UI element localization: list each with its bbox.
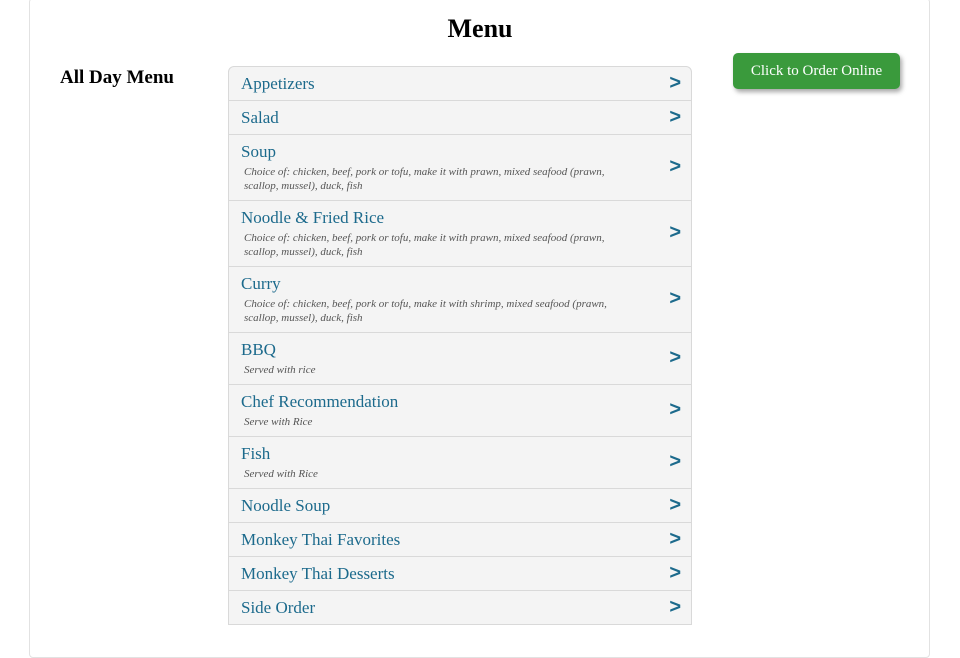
chevron-right-icon: >	[669, 528, 681, 550]
category-noodle-soup[interactable]	[228, 488, 692, 523]
category-monkey-thai-desserts[interactable]	[228, 556, 692, 591]
category-name: Monkey Thai Desserts	[241, 564, 395, 583]
chevron-right-icon: >	[669, 346, 681, 369]
category-description: Served with Rice	[244, 468, 318, 480]
category-fish[interactable]	[228, 436, 692, 489]
category-name: Chef Recommendation	[241, 392, 399, 411]
category-name: Appetizers	[241, 74, 315, 93]
chevron-right-icon: >	[669, 155, 681, 178]
category-description: Served with rice	[244, 364, 316, 376]
category-name: BBQ	[241, 340, 276, 359]
category-appetizers[interactable]	[228, 66, 692, 101]
chevron-right-icon: >	[669, 450, 681, 473]
category-salad[interactable]	[228, 100, 692, 135]
category-bbq[interactable]	[228, 332, 692, 385]
chevron-right-icon: >	[669, 221, 681, 244]
category-description: Choice of: chicken, beef, pork or tofu, make it with prawn, mixed seafood (prawn, scallop, mussel), duck, fish	[244, 232, 605, 258]
category-description: Choice of: chicken, beef, pork or tofu, make it with shrimp, mixed seafood (prawn, scallop, mussel), duck, fish	[244, 298, 607, 324]
chevron-right-icon: >	[669, 287, 681, 310]
category-name: Monkey Thai Favorites	[241, 530, 401, 549]
category-name: Soup	[241, 142, 276, 161]
order-online-button[interactable]: Click to Order Online	[733, 53, 900, 89]
category-chef-recommendation[interactable]	[228, 384, 692, 437]
chevron-right-icon: >	[669, 72, 681, 94]
category-noodle-fried-rice[interactable]	[228, 200, 692, 267]
category-list	[228, 66, 692, 625]
chevron-right-icon: >	[669, 398, 681, 421]
chevron-right-icon: >	[669, 596, 681, 618]
menu-name[interactable]: All Day Menu	[60, 67, 174, 88]
page-title: Menu	[447, 14, 513, 43]
category-name: Side Order	[241, 598, 316, 617]
chevron-right-icon: >	[669, 494, 681, 516]
category-name: Curry	[241, 274, 281, 293]
category-side-order[interactable]	[228, 590, 692, 625]
category-name: Salad	[241, 108, 279, 127]
category-monkey-thai-favorites[interactable]	[228, 522, 692, 557]
chevron-right-icon: >	[669, 106, 681, 128]
category-description: Choice of: chicken, beef, pork or tofu, make it with prawn, mixed seafood (prawn, scallop, mussel), duck, fish	[244, 166, 605, 192]
category-name: Noodle & Fried Rice	[241, 208, 385, 227]
category-curry[interactable]	[228, 266, 692, 333]
category-name: Noodle Soup	[241, 496, 331, 515]
chevron-right-icon: >	[669, 562, 681, 584]
category-soup[interactable]	[228, 134, 692, 201]
category-name: Fish	[241, 444, 271, 463]
category-description: Serve with Rice	[244, 416, 313, 428]
